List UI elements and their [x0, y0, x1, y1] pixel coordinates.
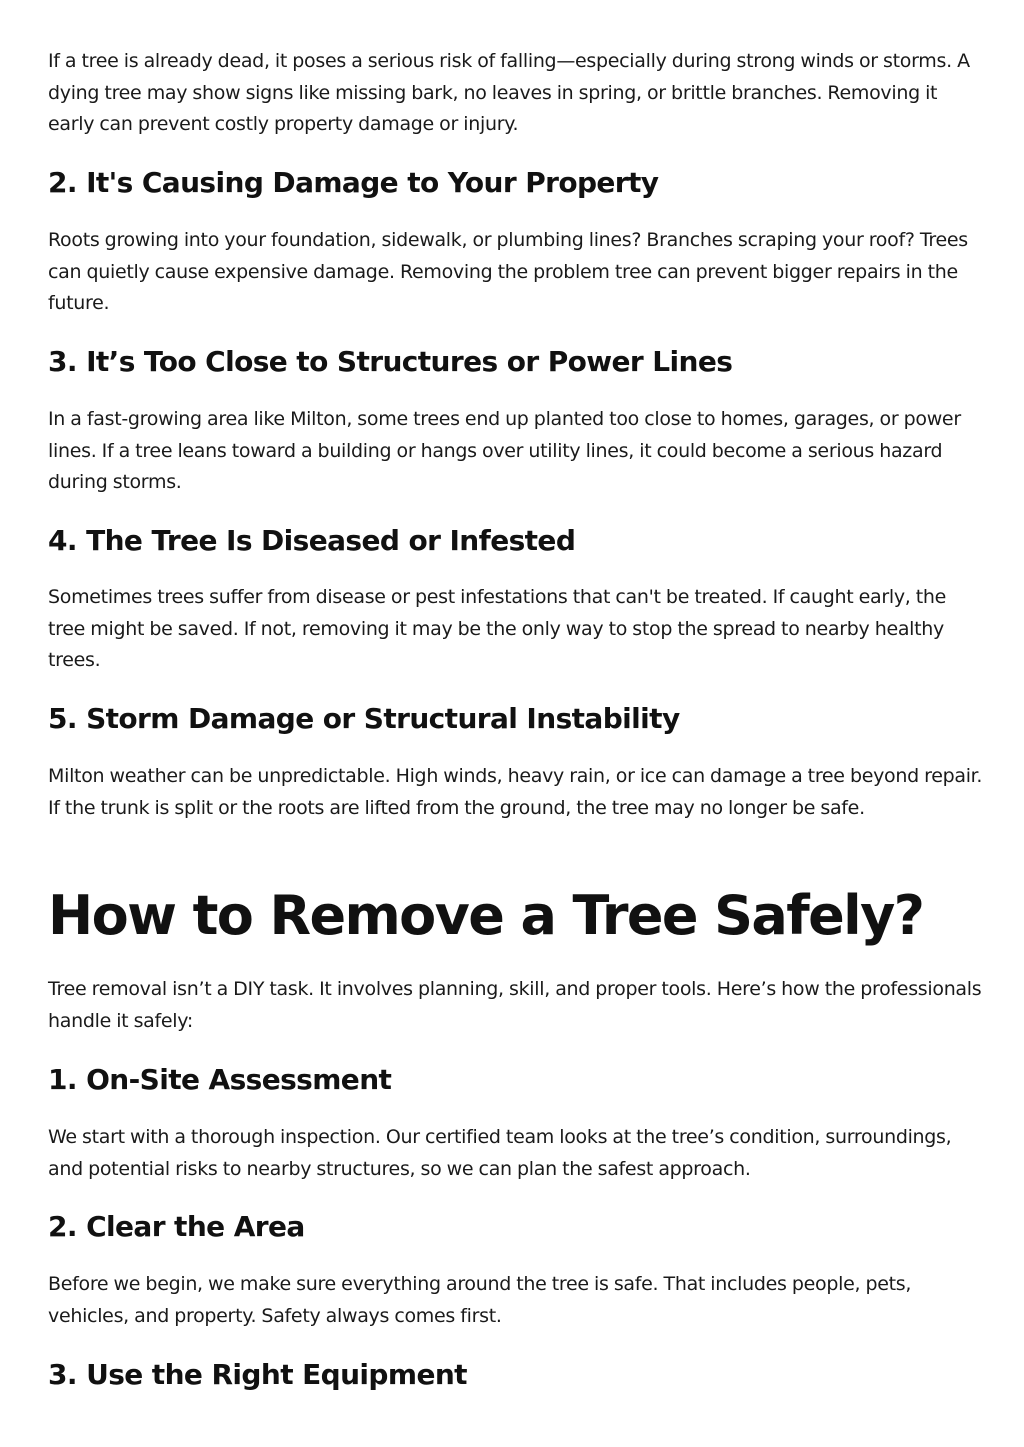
step-3-heading: 3. Use the Right Equipment — [48, 1358, 467, 1391]
removal-intro-paragraph: Tree removal isn’t a DIY task. It involves planning, skill, and proper tools. Here’s how the professionals handle it safely: — [48, 978, 982, 1032]
sign-5-heading: 5. Storm Damage or Structural Instability — [48, 702, 680, 735]
sign-4-paragraph: Sometimes trees suffer from disease or pest infestations that can't be treated. If caught early, the tree might be saved. If not, removing it may be the only way to stop the spread to nearby healthy trees. — [48, 586, 947, 671]
intro-paragraph: If a tree is already dead, it poses a serious risk of falling—especially during strong winds or storms. A dying tree may show signs like missing bark, no leaves in spring, or brittle branches. Removing it early can prevent costly property damage or injury. — [48, 50, 970, 135]
step-2-paragraph: Before we begin, we make sure everything around the tree is safe. That includes people, pets, vehicles, and property. Safety always comes first. — [48, 1273, 912, 1327]
sign-3-paragraph: In a fast-growing area like Milton, some trees end up planted too close to homes, garages, or power lines. If a tree leans toward a building or hangs over utility lines, it could become a serious hazard during storms. — [48, 408, 961, 493]
sign-4-heading: 4. The Tree Is Diseased or Infested — [48, 524, 576, 557]
removal-title: How to Remove a Tree Safely? — [48, 884, 924, 947]
sign-2-paragraph: Roots growing into your foundation, sidewalk, or plumbing lines? Branches scraping your roof? Trees can quietly cause expensive damage. Removing the problem tree can prevent bigger repairs in the future. — [48, 229, 968, 314]
step-1-paragraph: We start with a thorough inspection. Our certified team looks at the tree’s condition, surroundings, and potential risks to nearby structures, so we can plan the safest approach. — [48, 1126, 952, 1180]
step-1-heading: 1. On-Site Assessment — [48, 1063, 392, 1096]
sign-3-heading: 3. It’s Too Close to Structures or Power Lines — [48, 345, 733, 378]
sign-5-paragraph: Milton weather can be unpredictable. High winds, heavy rain, or ice can damage a tree beyond repair. If the trunk is split or the roots are lifted from the ground, the tree may no longer be safe. — [48, 765, 983, 819]
step-2-heading: 2. Clear the Area — [48, 1210, 305, 1243]
sign-2-heading: 2. It's Causing Damage to Your Property — [48, 166, 659, 199]
